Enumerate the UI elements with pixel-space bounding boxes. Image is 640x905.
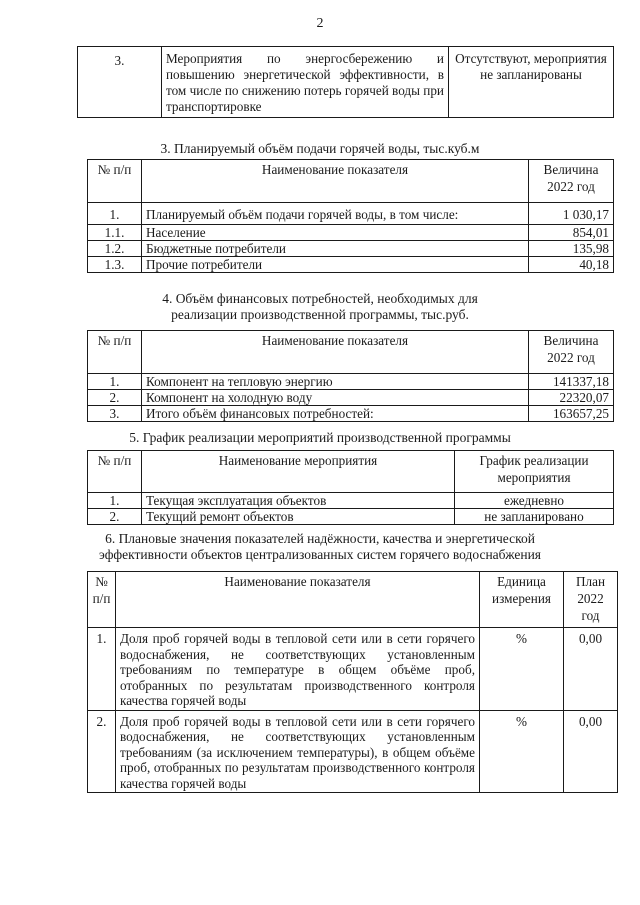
row-number: 2. bbox=[88, 710, 116, 793]
row-plan: 0,00 bbox=[564, 628, 618, 711]
table-row bbox=[88, 493, 614, 509]
row-name: Доля проб горячей воды в тепловой сети или в сети горячего водоснабжения, не соответствующих установленным требованиям по температуре в общем объёме проб, отобранных по результатам производственного контроля качества горячей воды bbox=[116, 628, 480, 711]
row-name: Доля проб горячей воды в тепловой сети или в сети горячего водоснабжения, не соответствующих установленным требованиям (за исключением температуры), в общем объёме проб, отобранных по результатам производственного контроля качества горячей воды bbox=[116, 710, 480, 793]
hot-water-volume-table bbox=[87, 159, 613, 273]
row-name: Итого объём финансовых потребностей: bbox=[142, 406, 529, 422]
row-unit: % bbox=[480, 628, 564, 711]
row-value: 22320,07 bbox=[529, 390, 614, 406]
row-number: 1.1. bbox=[88, 225, 142, 241]
col-header-schedule: График реализации мероприятия bbox=[455, 451, 614, 493]
table-row bbox=[88, 628, 618, 711]
row-number: 1.3. bbox=[88, 257, 142, 273]
row-name: Компонент на тепловую энергию bbox=[142, 374, 529, 390]
row-number: 1. bbox=[88, 203, 142, 225]
row-number: 1. bbox=[88, 374, 142, 390]
col-header-num: № п/п bbox=[88, 572, 116, 628]
row-name: Прочие потребители bbox=[142, 257, 529, 273]
table-row bbox=[88, 257, 614, 273]
table-header-row bbox=[88, 451, 614, 493]
col-header-name: Наименование мероприятия bbox=[142, 451, 455, 493]
section-6-title: 6. Плановые значения показателей надёжности, качества и энергетической эффективности объектов централизованных систем горячего водоснабжения bbox=[99, 531, 541, 562]
row-value: 163657,25 bbox=[529, 406, 614, 422]
row-value: 135,98 bbox=[529, 241, 614, 257]
col-header-num: № п/п bbox=[88, 331, 142, 374]
row-number: 2. bbox=[88, 390, 142, 406]
row-plan: 0,00 bbox=[564, 710, 618, 793]
table-header-row bbox=[88, 331, 614, 374]
col-header-value: Величина 2022 год bbox=[529, 160, 614, 203]
financial-needs-table bbox=[87, 330, 613, 422]
table-row bbox=[88, 710, 618, 793]
row-value: 40,18 bbox=[529, 257, 614, 273]
row-name: Бюджетные потребители bbox=[142, 241, 529, 257]
table-row bbox=[88, 241, 614, 257]
col-header-num: № п/п bbox=[88, 160, 142, 203]
col-header-value: Величина 2022 год bbox=[529, 331, 614, 374]
section-3-title: 3. Планируемый объём подачи горячей воды, тыс.куб.м bbox=[160, 141, 480, 156]
row-unit: % bbox=[480, 710, 564, 793]
table-row bbox=[88, 509, 614, 525]
measure-status: Отсутствуют, мероприятия не запланированы bbox=[449, 47, 614, 118]
row-value: 1 030,17 bbox=[529, 203, 614, 225]
page-number: 2 bbox=[316, 16, 324, 31]
row-number: 3. bbox=[88, 406, 142, 422]
row-number: 1. bbox=[88, 628, 116, 711]
row-name: Текущая эксплуатация объектов bbox=[142, 493, 455, 509]
row-name: Население bbox=[142, 225, 529, 241]
indicators-table bbox=[87, 571, 617, 793]
schedule-table bbox=[87, 450, 613, 525]
col-header-unit: Единица измерения bbox=[480, 572, 564, 628]
row-number: 3. bbox=[78, 47, 162, 118]
row-name: Планируемый объём подачи горячей воды, в том числе: bbox=[142, 203, 529, 225]
table-row bbox=[88, 203, 614, 225]
row-schedule: ежедневно bbox=[455, 493, 614, 509]
measure-name: Мероприятия по энергосбережению и повышению энергетической эффективности, в том числе по снижению потерь горячей воды при транспортировке bbox=[162, 47, 449, 118]
section-4-title: 4. Объём финансовых потребностей, необходимых для реализации производственной программы, тыс.руб. bbox=[162, 291, 478, 322]
row-name: Текущий ремонт объектов bbox=[142, 509, 455, 525]
table-header-row bbox=[88, 572, 618, 628]
table-row bbox=[88, 390, 614, 406]
col-header-num: № п/п bbox=[88, 451, 142, 493]
row-value: 141337,18 bbox=[529, 374, 614, 390]
col-header-name: Наименование показателя bbox=[142, 160, 529, 203]
row-number: 1. bbox=[88, 493, 142, 509]
row-number: 2. bbox=[88, 509, 142, 525]
row-number: 1.2. bbox=[88, 241, 142, 257]
table-row bbox=[78, 47, 614, 118]
table-header-row bbox=[88, 160, 614, 203]
row-value: 854,01 bbox=[529, 225, 614, 241]
row-name: Компонент на холодную воду bbox=[142, 390, 529, 406]
measures-table bbox=[77, 46, 613, 118]
col-header-name: Наименование показателя bbox=[116, 572, 480, 628]
row-schedule: не запланировано bbox=[455, 509, 614, 525]
section-5-title: 5. График реализации мероприятий производственной программы bbox=[129, 430, 511, 445]
table-row bbox=[88, 406, 614, 422]
col-header-name: Наименование показателя bbox=[142, 331, 529, 374]
col-header-plan: План 2022 год bbox=[564, 572, 618, 628]
table-row bbox=[88, 225, 614, 241]
table-row bbox=[88, 374, 614, 390]
